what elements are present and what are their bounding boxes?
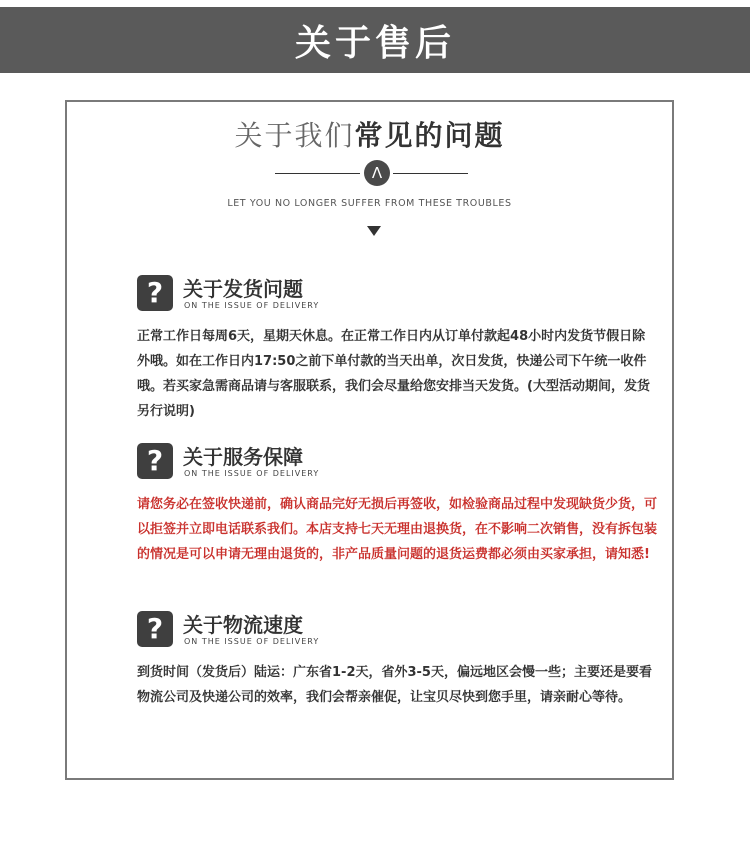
section-delivery bbox=[137, 274, 657, 424]
section-body: 正常工作日每周6天，星期天休息。在正常工作日内从订单付款起48小时内发货节假日除外哦。如在工作日内17:50之前下单付款的当天出单，次日发货，快递公司下午统一收件哦。若买家急需商品请与客服联系，我们会尽量给您安排当天发货。(大型活动期间，发货另行说明) bbox=[137, 329, 650, 419]
faq-title-light: 关于我们 bbox=[234, 119, 355, 152]
question-icon: ? bbox=[137, 443, 173, 479]
section-header bbox=[137, 610, 657, 650]
faq-subtitle: LET YOU NO LONGER SUFFER FROM THESE TROUBLES bbox=[227, 198, 512, 209]
section-subtitle: ON THE ISSUE OF DELIVERY bbox=[184, 637, 320, 646]
divider-line-left bbox=[275, 173, 360, 174]
title-divider bbox=[67, 160, 672, 188]
question-icon: ? bbox=[137, 275, 173, 311]
section-logistics bbox=[137, 610, 657, 710]
faq-card bbox=[65, 100, 674, 780]
question-icon: ? bbox=[137, 611, 173, 647]
faq-title-bold: 常见的问题 bbox=[354, 119, 505, 152]
section-title: 关于发货问题 bbox=[183, 277, 303, 301]
divider-line-right bbox=[393, 173, 468, 174]
section-header bbox=[137, 274, 657, 314]
caret-up-icon: Λ bbox=[364, 160, 390, 186]
faq-title bbox=[67, 114, 672, 154]
section-subtitle: ON THE ISSUE OF DELIVERY bbox=[184, 301, 320, 310]
section-title: 关于服务保障 bbox=[183, 445, 303, 469]
header-banner bbox=[0, 7, 750, 73]
section-header bbox=[137, 442, 657, 482]
banner-title: 关于售后 bbox=[294, 22, 455, 64]
section-body: 到货时间（发货后）陆运：广东省1-2天，省外3-5天，偏远地区会慢一些；主要还是要看物流公司及快递公司的效率，我们会帮亲催促，让宝贝尽快到您手里，请亲耐心等待。 bbox=[137, 665, 652, 705]
section-subtitle: ON THE ISSUE OF DELIVERY bbox=[184, 469, 320, 478]
section-title: 关于物流速度 bbox=[183, 613, 303, 637]
section-service bbox=[137, 442, 657, 567]
section-body: 请您务必在签收快递前，确认商品完好无损后再签收，如检验商品过程中发现缺货少货，可以拒签并立即电话联系我们。本店支持七天无理由退换货，在不影响二次销售，没有拆包装的情况是可以申请无理由退货的，非产品质量问题的退货运费都必须由买家承担，请知悉! bbox=[137, 497, 658, 562]
triangle-down-icon bbox=[367, 226, 381, 236]
